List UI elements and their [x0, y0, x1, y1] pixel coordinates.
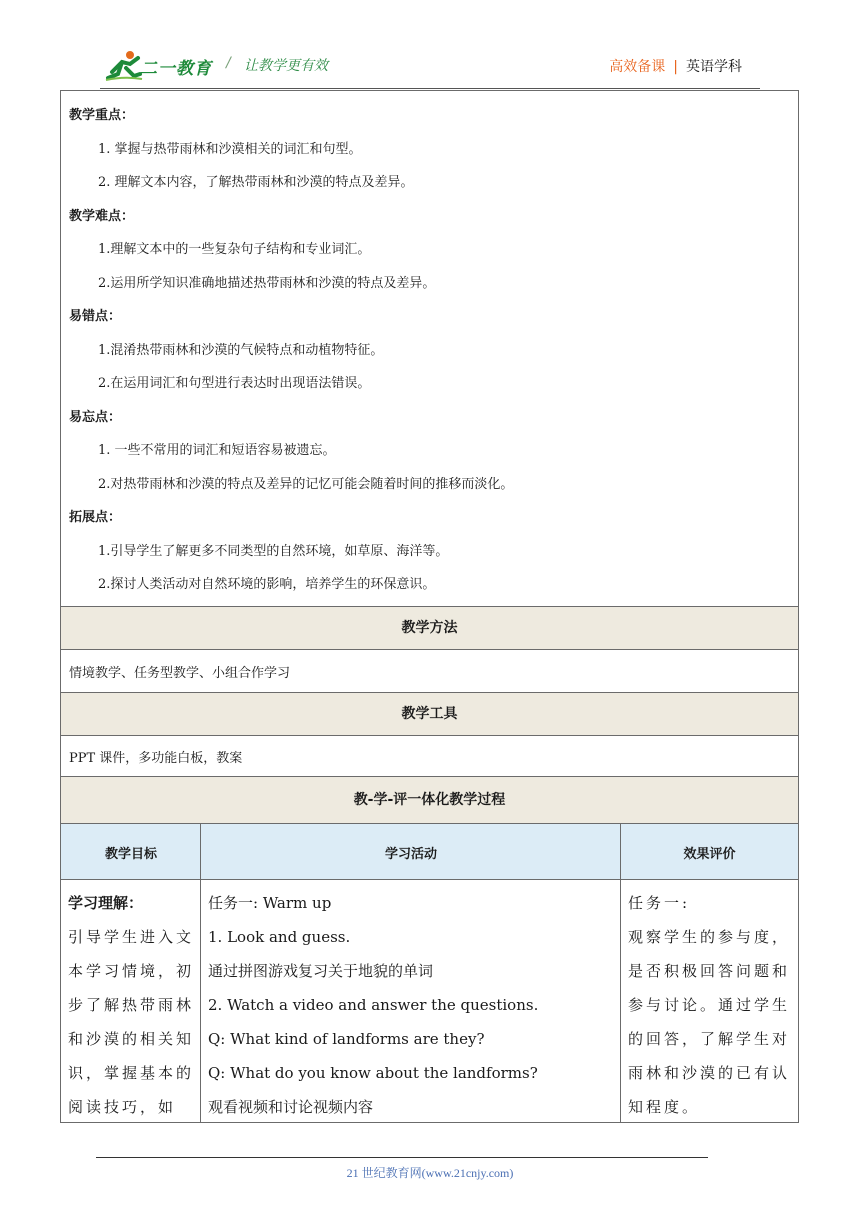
activity-line: 2. Watch a video and answer the questions. [208, 996, 539, 1014]
extension-item: 1.引导学生了解更多不同类型的自然环境，如草原、海洋等。 [98, 543, 449, 559]
evaluation-line: 参与讨论。通过学生 [628, 996, 791, 1014]
activity-line: 通过拼图游戏复习关于地貌的单词 [208, 962, 434, 980]
goal-line: 阅读技巧，如 [68, 1098, 177, 1116]
goal-cell [68, 880, 194, 1124]
tools-content: PPT 课件，多功能白板，教案 [61, 736, 798, 777]
category-label: 高效备课 [609, 59, 666, 75]
methods-content: 情境教学、任务型教学、小组合作学习 [61, 650, 798, 693]
difficulty-item: 2.运用所学知识准确地描述热带雨林和沙漠的特点及差异。 [98, 275, 436, 291]
methods-title: 教学方法 [61, 607, 798, 650]
focus-item: 2. 理解文本内容，了解热带雨林和沙漠的特点及差异。 [98, 175, 414, 190]
header-rule [100, 88, 760, 89]
error-prone-item: 2.在运用词汇和句型进行表达时出现语法错误。 [98, 376, 371, 391]
brand-name: 二一教育 [140, 59, 212, 79]
column-header-activity: 学习活动 [384, 846, 437, 862]
goal-line: 学习理解： [68, 894, 144, 912]
difficulty-heading: 教学难点： [69, 208, 135, 224]
forgettable-item: 1. 一些不常用的词汇和短语容易被遗忘。 [98, 443, 336, 458]
focus-heading: 教学重点： [69, 108, 135, 123]
goal-line: 识，掌握基本的 [68, 1064, 195, 1082]
lesson-plan-table [60, 90, 799, 1123]
goal-line: 步了解热带雨林 [68, 996, 195, 1014]
footer-rule [96, 1157, 708, 1158]
focus-item: 1. 掌握与热带雨林和沙漠相关的词汇和句型。 [98, 141, 362, 157]
evaluation-line: 知程度。 [628, 1098, 701, 1116]
goal-line: 和沙漠的相关知 [68, 1030, 195, 1048]
footer-link[interactable]: 21 世纪教育网(www.21cnjy.com) [346, 1166, 514, 1180]
extension-heading: 拓展点： [69, 510, 122, 525]
column-header-evaluation: 效果评价 [683, 846, 736, 862]
goal-line: 本学习情境，初 [68, 962, 195, 980]
evaluation-line: 任务一: [628, 894, 691, 912]
header-divider: / [226, 55, 231, 71]
difficulty-item: 1.理解文本中的一些复杂句子结构和专业词汇。 [98, 242, 371, 257]
extension-item: 2.探讨人类活动对自然环境的影响，培养学生的环保意识。 [98, 577, 436, 592]
evaluation-line: 的回答，了解学生对 [628, 1030, 791, 1048]
key-points-section [61, 91, 798, 607]
evaluation-line: 是否积极回答问题和 [628, 962, 791, 980]
error-prone-item: 1.混淆热带雨林和沙漠的气候特点和动植物特征。 [98, 342, 384, 358]
activity-line: Q: What do you know about the landforms? [208, 1064, 538, 1082]
header-right [609, 56, 742, 76]
subject-label: 英语学科 [686, 59, 742, 75]
activity-cell [208, 880, 538, 1124]
process-column-headers [61, 824, 798, 880]
evaluation-cell [628, 880, 790, 1124]
activity-line: 1. Look and guess. [208, 928, 351, 946]
column-header-goal: 教学目标 [104, 846, 157, 862]
evaluation-line: 观察学生的参与度， [628, 928, 791, 946]
page-header [100, 44, 760, 88]
goal-line: 引导学生进入文 [68, 928, 195, 946]
process-title: 教-学-评一体化教学过程 [61, 777, 798, 824]
brand-slogan: 让教学更有效 [244, 58, 328, 74]
activity-line: Q: What kind of landforms are they? [208, 1030, 485, 1048]
evaluation-line: 雨林和沙漠的已有认 [628, 1064, 791, 1082]
activity-line: 观看视频和讨论视频内容 [208, 1098, 374, 1116]
tools-title: 教学工具 [61, 693, 798, 736]
forgettable-item: 2.对热带雨林和沙漠的特点及差异的记忆可能会随着时间的推移而淡化。 [98, 476, 514, 492]
error-prone-heading: 易错点： [69, 309, 122, 324]
activity-line: 任务一: Warm up [208, 894, 332, 912]
process-row [61, 880, 798, 1122]
header-separator: | [673, 59, 678, 75]
forgettable-heading: 易忘点： [69, 409, 122, 425]
